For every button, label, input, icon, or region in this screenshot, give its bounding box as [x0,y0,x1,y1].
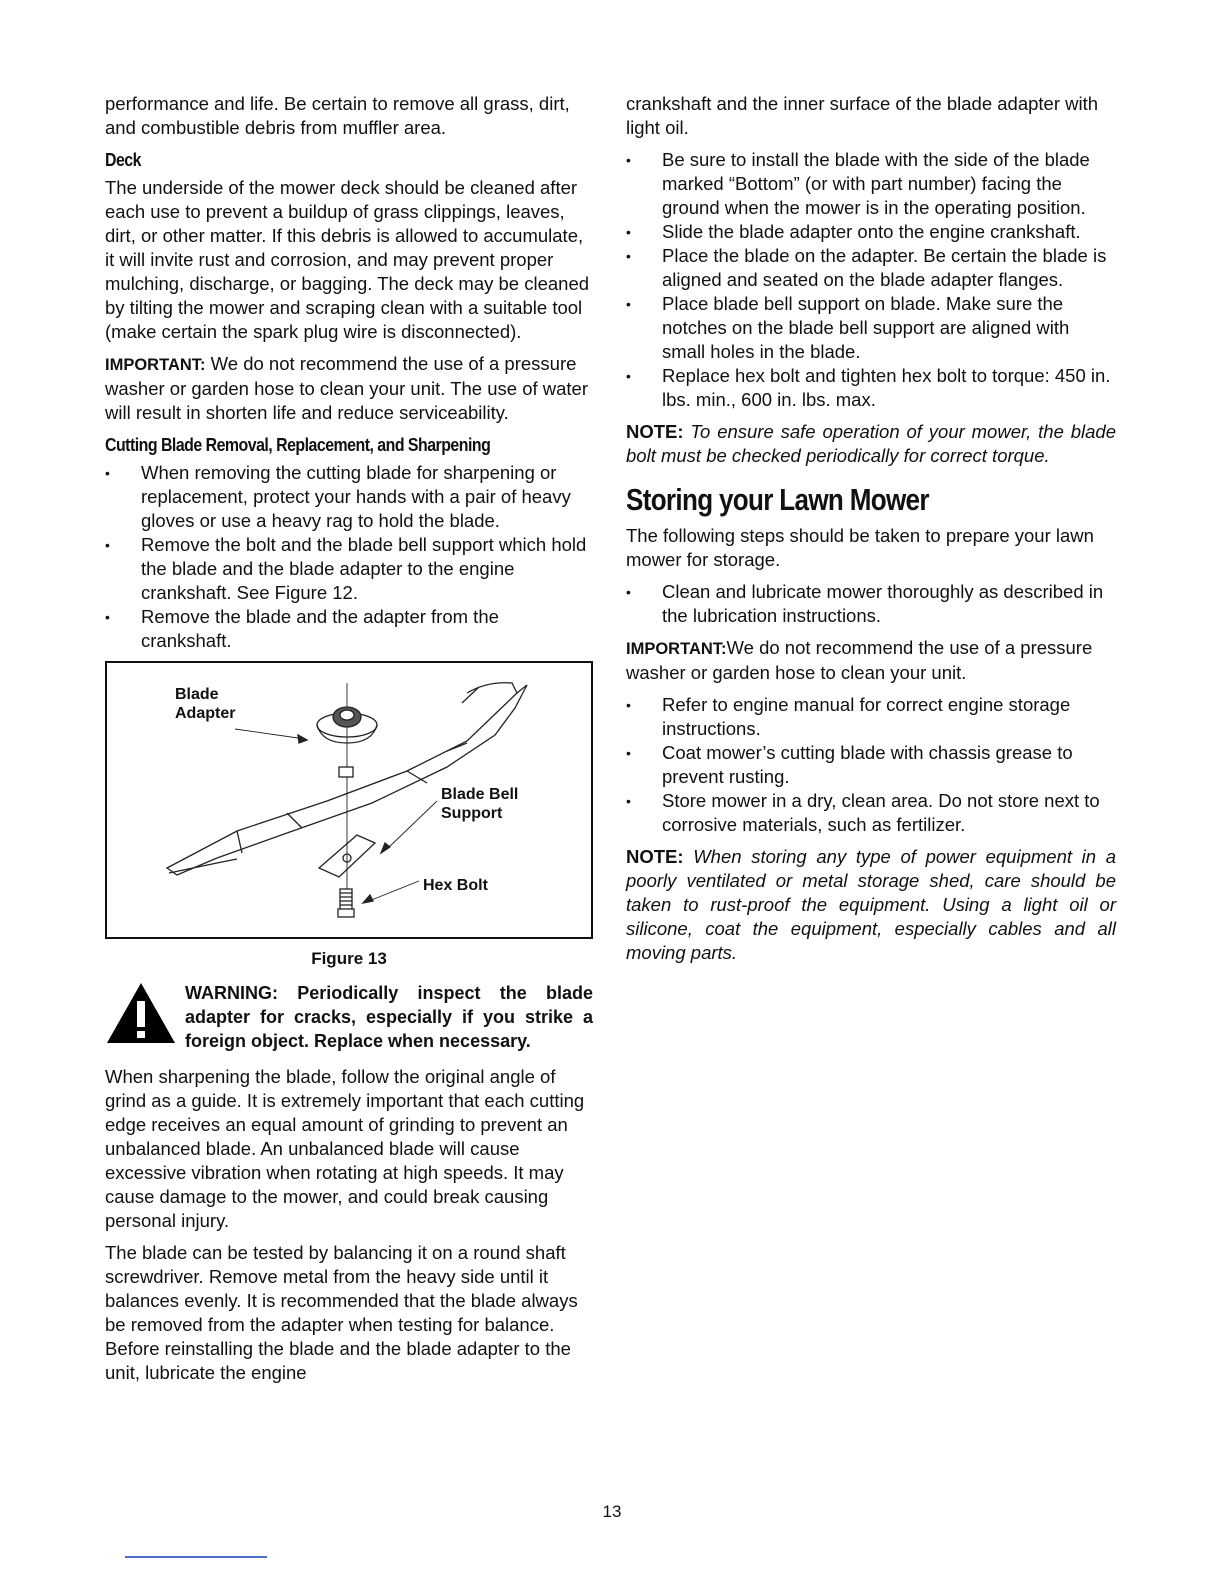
left-column [105,92,593,1393]
blade-adapter-label: Blade Adapter [175,686,236,722]
warning-text: WARNING: Periodically inspect the blade adapter for cracks, especially if you strike a foreign object. Replace when necessary. [185,983,593,1051]
storing-list-2 [626,693,1116,837]
warning-block [105,981,593,1053]
deck-paragraph: The underside of the mower deck should be cleaned after each use to prevent a buildup of grass clippings, leaves, dirt, or other matter. If this debris is allowed to accumulate, it will invite rust and corrosion, and may prevent proper mulching, discharge, or bagging. The deck may be cleaned by tilting the mower and scraping clean with a suitable tool (make certain the spark plug wire is disconnected). [105,177,590,342]
storing-important-paragraph [626,636,1116,685]
list-item: • Replace hex bolt and tighten hex bolt to torque: 450 in. lbs. min., 600 in. lbs. max. [626,364,1116,412]
continued-paragraph: crankshaft and the inner surface of the blade adapter with light oil. [626,93,1099,138]
blade-heading: Cutting Blade Removal, Replacement, and Sharpening [105,434,491,455]
important-text: We do not recommend the use of a pressure washer or garden hose to clean your unit. [626,637,1093,683]
list-item: • Remove the blade and the adapter from the crankshaft. [105,605,593,653]
list-item: • Coat mower’s cutting blade with chassis grease to prevent rusting. [626,741,1116,789]
list-item: • When removing the cutting blade for sharpening or replacement, protect your hands with a pair of heavy gloves or use a heavy rag to hold the blade. [105,461,593,533]
storing-list-1 [626,580,1116,628]
blade-removal-list [105,461,593,653]
important-label: IMPORTANT: [105,356,206,374]
hex-bolt-drawing [340,889,352,911]
page-number: 13 [602,1502,622,1521]
hex-bolt-label: Hex Bolt [423,877,488,894]
figure-caption: Figure 13 [311,949,387,968]
storing-heading: Storing your Lawn Mower [626,482,929,517]
list-item: • Refer to engine manual for correct engine storage instructions. [626,693,1116,741]
list-item: • Be sure to install the blade with the side of the blade marked “Bottom” (or with part number) facing the ground when the mower is in the operating position. [626,148,1116,220]
right-column [626,92,1116,973]
storage-note [626,845,1116,965]
intro-paragraph: performance and life. Be certain to remove all grass, dirt, and combustible debris from muffler area. [105,93,570,138]
sharpening-paragraph: When sharpening the blade, follow the original angle of grind as a guide. It is extremely important that each cutting edge receives an equal amount of grinding to prevent an unbalanced blade. An unbalanced blade will cause excessive vibration when rotating at high speeds. It may cause damage to the mower, and could break causing personal injury. [105,1066,585,1231]
note-text: When storing any type of power equipment in a poorly ventilated or metal storage shed, care should be taken to rust-proof the equipment. Using a light oil or silicone, coat the equipment, especially cables and all moving parts. [626,846,1116,963]
deck-heading: Deck [105,149,141,170]
warning-triangle-icon [105,981,185,1051]
note-text: To ensure safe operation of your mower, the blade bolt must be checked periodically for correct torque. [626,421,1116,466]
important-text: We do not recommend the use of a pressure washer or garden hose to clean your unit. The use of water will result in shorten life and reduce serviceability. [105,353,588,423]
note-label: NOTE: [626,846,684,867]
note-label: NOTE: [626,421,684,442]
important-paragraph [105,352,593,425]
list-item: • Clean and lubricate mower thoroughly as described in the lubrication instructions. [626,580,1116,628]
list-item: • Remove the bolt and the blade bell support which hold the blade and the blade adapter to the engine crankshaft. See Figure 12. [105,533,593,605]
torque-note [626,420,1116,468]
list-item: • Slide the blade adapter onto the engine crankshaft. [626,220,1116,244]
footer-rule [125,1556,267,1558]
figure-13 [105,661,593,939]
storing-intro: The following steps should be taken to prepare your lawn mower for storage. [626,525,1094,570]
install-list [626,148,1116,412]
important-label: IMPORTANT: [626,640,727,658]
list-item: • Place the blade on the adapter. Be certain the blade is aligned and seated on the blade adapter flanges. [626,244,1116,292]
balance-paragraph: The blade can be tested by balancing it on a round shaft screwdriver. Remove metal from the heavy side until it balances evenly. It is recommended that the blade always be removed from the adapter when testing for balance. Before reinstalling the blade and the blade adapter to the unit, lubricate the engine [105,1242,578,1383]
blade-bell-support-label: Blade Bell Support [441,786,519,822]
list-item: • Place blade bell support on blade. Make sure the notches on the blade bell support are aligned with small holes in the blade. [626,292,1116,364]
list-item: • Store mower in a dry, clean area. Do not store next to corrosive materials, such as fertilizer. [626,789,1116,837]
